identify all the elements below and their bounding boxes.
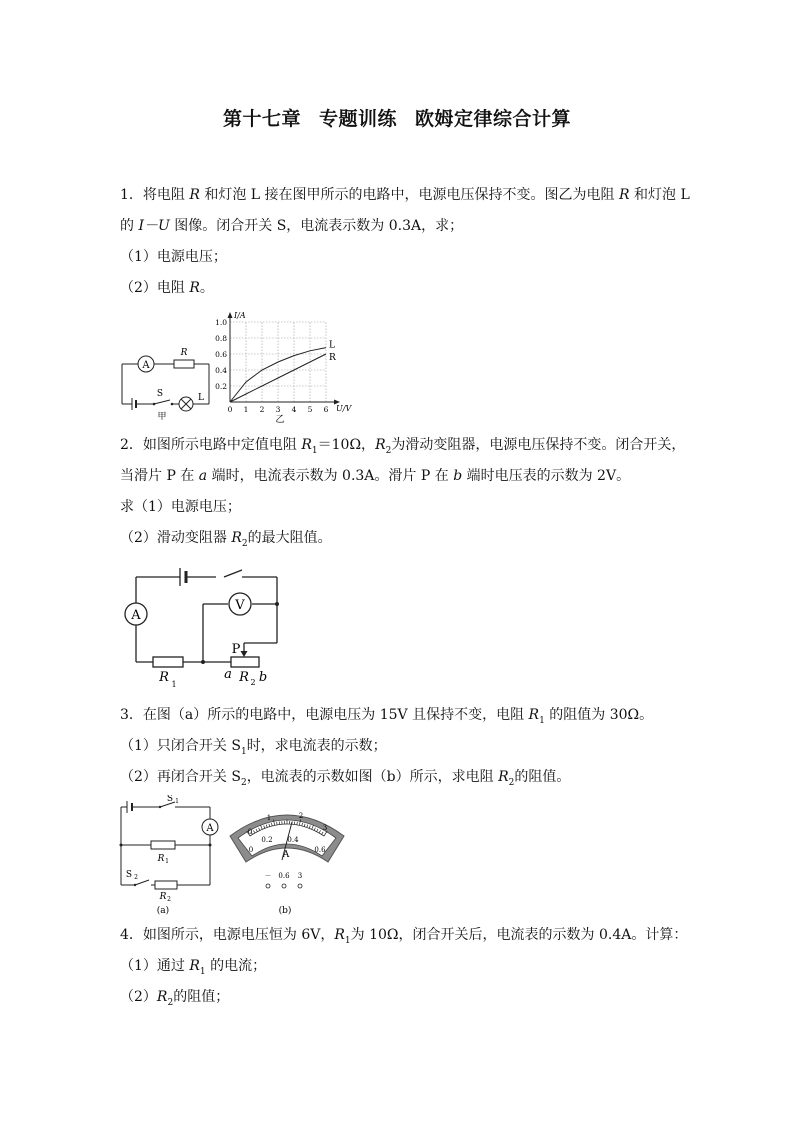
q2-circuit-diagram bbox=[120, 565, 290, 695]
x-tick-label: 1 bbox=[243, 405, 249, 414]
series-label-l: L bbox=[329, 340, 335, 351]
q4-part1: （1）通过 $R_1$ 的电流； bbox=[120, 958, 267, 977]
x-tick-label: 4 bbox=[291, 405, 297, 414]
q3-ammeter-label: A bbox=[206, 823, 214, 834]
q1-resistor-r bbox=[174, 360, 194, 368]
q3-part2: （2）再闭合开关 $S_2$，电流表的示数如图（b）所示，求电阻 $R_2$的阻值。 bbox=[120, 769, 571, 788]
q2-slider-label: P bbox=[231, 642, 241, 657]
q1-line1: 1．将电阻 R 和灯泡 L 接在图甲所示的电路中，电源电压保持不变。图乙为电阻 R 和灯泡 L bbox=[120, 187, 690, 203]
svg-text:0.6: 0.6 bbox=[278, 872, 290, 880]
q1-lamp-label: L bbox=[198, 393, 204, 403]
title-topic: 专题训练 bbox=[318, 108, 397, 130]
y-tick-label: 1.0 bbox=[215, 318, 227, 327]
svg-text:0.2: 0.2 bbox=[261, 836, 273, 844]
q3-r2-label: R bbox=[159, 892, 167, 902]
q3-part1: （1）只闭合开关 $S_1$时，求电流表的示数； bbox=[120, 738, 387, 757]
y-axis-arrow-icon bbox=[228, 312, 233, 318]
q4-part2: $(2)R_2$的阻值； bbox=[120, 989, 230, 1008]
y-tick-label: 0.2 bbox=[215, 382, 227, 391]
q1-circuit-diagram bbox=[112, 340, 217, 420]
svg-text:1: 1 bbox=[266, 814, 272, 822]
x-tick-label: 6 bbox=[323, 405, 329, 414]
q1-switch-label: S bbox=[156, 389, 164, 399]
q2-line2: 当滑片 P 在 a 端时，电流表示数为 0.3A。滑片 P 在 b 端时电压表的示数为 2V。 bbox=[120, 468, 631, 484]
dial-unit-label: A bbox=[282, 850, 290, 860]
q2-voltmeter-label: V bbox=[235, 598, 245, 613]
terminal-icon bbox=[266, 884, 270, 888]
q2-rheostat-r2 bbox=[231, 657, 259, 667]
q3-line1: 3．在图（a）所示的电路中，电源电压为 15V 且保持不变，电阻 $R_1$ 的阻值为 30Ω。 bbox=[120, 707, 654, 726]
x-tick-label: 2 bbox=[259, 405, 265, 414]
q3-s1-label: S bbox=[166, 795, 174, 804]
svg-text:2: 2 bbox=[134, 874, 138, 881]
y-tick-label: 0.8 bbox=[215, 334, 227, 343]
q1-circuit-caption: 甲 bbox=[157, 412, 167, 420]
q2-resistor-r1 bbox=[153, 657, 183, 667]
svg-text:1: 1 bbox=[171, 680, 177, 689]
graph-x-label: U/V bbox=[336, 404, 352, 413]
q2-ammeter-label: A bbox=[131, 608, 141, 623]
q2-line1: 2．如图所示电路中定值电阻 $R_1=10\Omega$，$R_2$为滑动变阻器，电源电压保持不变。闭合开关， bbox=[120, 437, 686, 456]
slider-arrow-icon[interactable] bbox=[241, 651, 248, 657]
svg-text:0: 0 bbox=[248, 846, 254, 854]
graph-y-label: I/A bbox=[234, 311, 246, 320]
q3-r1-label: R bbox=[157, 854, 165, 864]
q1-line2: 的 I－U 图像。闭合开关 S，电流表示数为 0.3A，求； bbox=[120, 218, 464, 234]
q3-resistor-r1 bbox=[151, 841, 175, 849]
q3-caption-a: (a) bbox=[156, 906, 170, 916]
x-tick-label: 5 bbox=[307, 405, 313, 414]
svg-text:1: 1 bbox=[165, 858, 169, 865]
q2-r2-label: R bbox=[239, 670, 249, 685]
q1-ammeter-label: A bbox=[142, 360, 150, 371]
page-title bbox=[0, 104, 794, 131]
svg-text:1: 1 bbox=[175, 798, 179, 805]
q3-s2-label: S bbox=[125, 870, 133, 880]
q3-ammeter-dial bbox=[222, 800, 352, 920]
svg-text:0.6: 0.6 bbox=[314, 846, 326, 854]
x-tick-label: 3 bbox=[275, 405, 281, 414]
svg-text:2: 2 bbox=[250, 678, 256, 687]
x-tick-label: 0 bbox=[227, 405, 233, 414]
q3-circuit-diagram bbox=[115, 795, 223, 920]
q1-part1: （1）电源电压； bbox=[120, 249, 227, 265]
svg-text:2: 2 bbox=[167, 896, 171, 903]
q2-r1-label: R bbox=[159, 670, 169, 685]
q2-end-a-label: a bbox=[224, 667, 232, 682]
q1-resistor-label: R bbox=[180, 348, 188, 358]
svg-text:2: 2 bbox=[298, 812, 304, 820]
terminal-icon bbox=[298, 884, 302, 888]
svg-text:－: － bbox=[264, 872, 272, 880]
q3-resistor-r2 bbox=[155, 881, 177, 889]
terminal-icon bbox=[282, 884, 286, 888]
svg-text:0: 0 bbox=[247, 828, 253, 836]
q3-caption-b: (b) bbox=[278, 906, 292, 916]
q2-part1: 求（1）电源电压； bbox=[120, 499, 241, 515]
title-chapter: 第十七章 bbox=[222, 108, 301, 130]
title-subject: 欧姆定律综合计算 bbox=[415, 108, 572, 130]
graph-caption: 乙 bbox=[275, 415, 285, 425]
svg-text:3: 3 bbox=[297, 872, 303, 880]
q2-end-b-label: b bbox=[258, 670, 268, 685]
series-label-r: R bbox=[329, 353, 336, 363]
q1-part2: （2）电阻 R。 bbox=[120, 280, 214, 296]
y-tick-label: 0.4 bbox=[215, 366, 227, 375]
q1-iu-graph bbox=[210, 308, 355, 426]
svg-text:0.4: 0.4 bbox=[287, 836, 299, 844]
q2-part2: （2）滑动变阻器 $R_2$的最大阻值。 bbox=[120, 530, 332, 549]
q4-line1: 4．如图所示，电源电压恒为 6V，$R_1$为 10Ω，闭合开关后，电流表的示数为 0.4A。计算： bbox=[120, 927, 688, 946]
svg-text:3: 3 bbox=[322, 824, 328, 832]
y-tick-label: 0.6 bbox=[215, 350, 227, 359]
